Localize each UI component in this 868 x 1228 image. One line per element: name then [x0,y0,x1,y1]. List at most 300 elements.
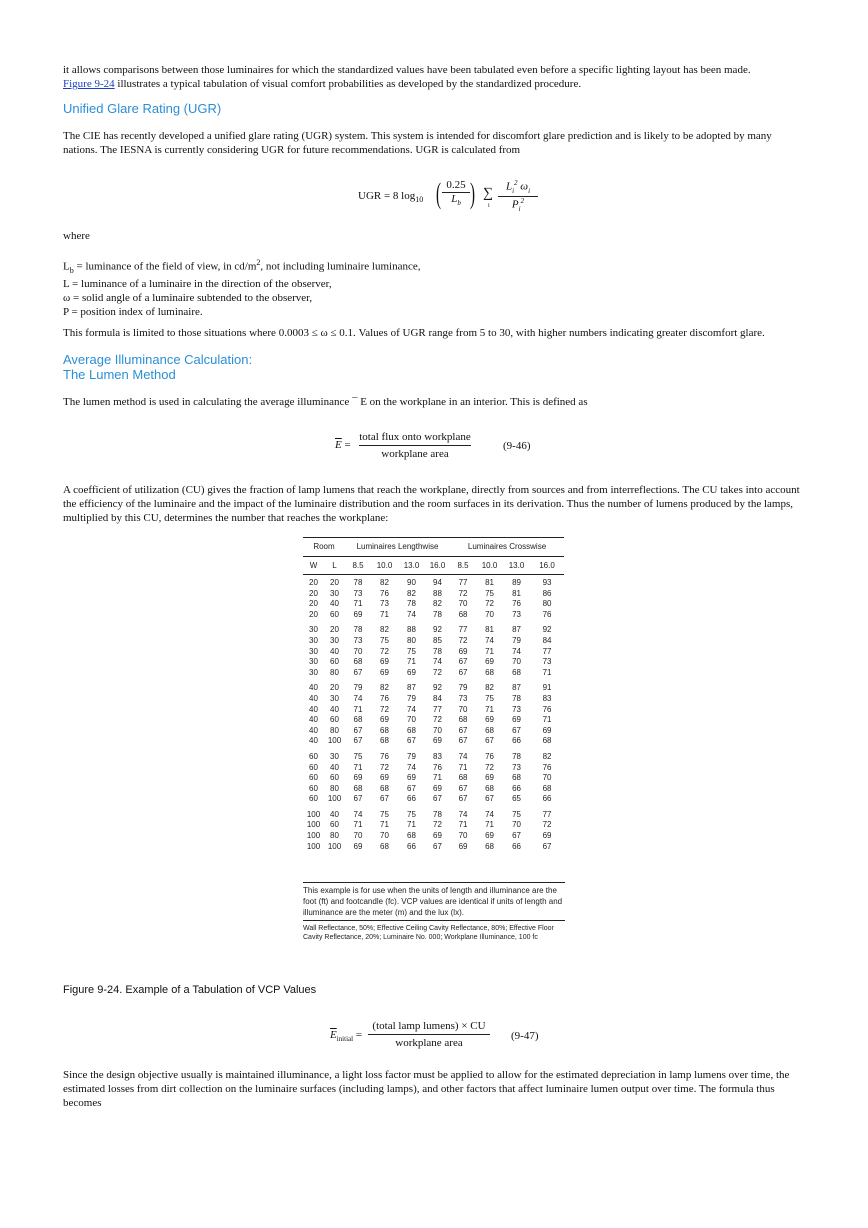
table-cell: 72 [542,820,552,830]
table-cell: 100 [306,831,321,841]
table-cell: 94 [433,578,442,587]
table-cell: 40 [309,693,318,703]
table-cell: 67 [512,831,521,841]
table-cell: 73 [512,704,521,714]
table-cell: 78 [512,693,521,703]
table-cell: 67 [458,657,468,667]
table-cell: 68 [380,783,389,793]
ugr-heading: Unified Glare Rating (UGR) [63,101,222,116]
table-cell: 76 [380,751,389,761]
equation-9-47: $\overline{E}_{initial}$ = (total lamp lumens) × CU workplane area (9-47) [330,1020,539,1049]
table-cell: 80 [330,725,339,735]
table-cell: 76 [380,588,389,598]
header-room: Room [303,538,345,557]
table-cell: 69 [407,667,416,677]
table-cell: 67 [458,783,468,793]
table-cell: 75 [512,809,521,819]
table-cell: 67 [458,736,468,746]
table-cell: 79 [353,683,363,693]
table-cell: 69 [353,773,363,783]
table-cell: 75 [380,809,389,819]
header-col: 8.5 [345,557,371,575]
table-cell: 30 [309,625,318,635]
table-cell: 82 [433,599,442,609]
table-cell: 100 [306,841,321,851]
table-row [303,599,564,610]
table-cell: 40 [330,599,339,609]
table-cell: 69 [542,831,552,841]
table-cell: 90 [407,578,416,587]
figure-caption: Figure 9-24. Example of a Tabulation of VCP Values [63,984,317,996]
table-cell: 79 [458,683,468,693]
table-cell: 74 [458,809,468,819]
table-cell: 40 [309,736,318,746]
table-cell: 79 [407,751,416,761]
table-cell: 82 [380,578,389,587]
table-cell: 66 [542,794,552,804]
table-cell: 78 [407,599,416,609]
table-cell: 70 [458,831,468,841]
table-cell: 67 [353,725,363,735]
table-cell: 30 [309,657,318,667]
table-cell: 86 [542,588,552,598]
table-row [303,784,564,795]
table-cell: 40 [330,762,339,772]
table-cell: 68 [458,715,468,725]
table-cell: 75 [380,635,389,645]
table-cell: 68 [485,783,494,793]
table-cell: 76 [512,599,521,609]
table-cell: 68 [542,736,552,746]
table-cell: 87 [512,625,521,635]
table-cell: 78 [353,625,363,635]
table-cell: 30 [330,693,339,703]
table-cell: 30 [330,588,339,598]
table-cell: 67 [407,783,416,793]
table-cell: 75 [485,693,494,703]
table-cell: 40 [330,704,339,714]
table-cell: 76 [433,762,442,772]
table-cell: 81 [512,588,521,598]
table-cell: 67 [458,794,468,804]
header-col: 10.0 [371,557,398,575]
table-cell: 68 [380,725,389,735]
table-cell: 69 [433,736,442,746]
table-cell: 75 [485,588,494,598]
table-cell: 67 [433,841,442,851]
table-cell: 30 [330,751,339,761]
table-cell: 68 [485,841,494,851]
header-col: 13.0 [503,557,530,575]
table-cell: 71 [458,820,468,830]
table-cell: 67 [353,736,363,746]
table-cell: 60 [330,773,339,783]
equation-number-9-46: (9-46) [503,440,531,452]
table-cell: 69 [512,715,521,725]
table-cell: 80 [330,667,339,677]
header-col: 8.5 [450,557,476,575]
header-l: L [324,557,345,575]
table-note-conditions: Wall Reflectance, 50%; Effective Ceiling Cavity Reflectance, 80%; Effective Floor Cavity Reflectance, 20%; Luminaire No. 000; Workplane Illuminance, 100 fc [303,920,565,942]
table-row [303,668,564,679]
table-cell: 67 [433,794,442,804]
table-cell: 78 [433,809,442,819]
table-cell: 69 [353,609,363,619]
lumen-paragraph: The lumen method is used in calculating the average illuminance ¯ E on the workplane in an interior. This is defined as [63,396,588,408]
table-cell: 40 [309,715,318,725]
table-cell: 69 [458,646,468,656]
table-cell: 72 [380,646,389,656]
table-cell: 68 [407,831,416,841]
table-cell: 70 [458,599,468,609]
table-cell: 82 [485,683,494,693]
table-cell: 67 [380,794,389,804]
table-cell: 70 [433,725,442,735]
table-cell: 84 [542,635,552,645]
table-cell: 68 [485,725,494,735]
table-cell: 87 [512,683,521,693]
table-cell: 66 [512,736,521,746]
table-cell: 71 [353,820,363,830]
table-cell: 77 [458,578,468,587]
table-cell: 40 [309,704,318,714]
table-cell: 72 [485,762,494,772]
table-cell: 78 [353,578,363,587]
table-note-units: This example is for use when the units of length and illuminance are the foot (ft) and footcandle (fc). VCP values are identical if units of length and illuminance are the meter (m) and the lux (lx). [303,882,565,918]
table-cell: 40 [330,646,339,656]
table-cell: 92 [433,625,442,635]
table-cell: 69 [433,783,442,793]
table-cell: 68 [512,773,521,783]
table-row [303,794,564,805]
table-cell: 77 [542,646,552,656]
table-cell: 100 [327,736,342,746]
cu-paragraph: A coefficient of utilization (CU) gives the fraction of lamp lumens that reach the workplane, directly from sources and from interreflections. The CU takes into account the efficiency of the luminaire and the impact of the luminaire distribution and the room surfaces in its derivation. Thus the number of lumens produced by the lamps, multiplied by this CU, determines the number that reaches the workplane: [63,484,800,524]
table-cell: 76 [542,704,552,714]
table-cell: 20 [330,625,339,635]
table-cell: 80 [330,783,339,793]
table-cell: 71 [353,599,363,609]
table-cell: 66 [407,794,416,804]
table-cell: 40 [330,809,339,819]
table-cell: 70 [485,609,494,619]
table-cell: 72 [433,715,442,725]
table-row [303,820,564,831]
table-cell: 72 [380,762,389,772]
table-cell: 71 [407,657,416,667]
table-cell: 74 [407,609,416,619]
intro-paragraph: it allows comparisons between those luminaires for which the standardized values have been tabulated even before a specific lighting layout has been made. Figure 9-24 illustrates a typical tabulation of visual comfort probabilities as developed by the standardized procedure. [63,64,751,90]
table-cell: 71 [485,820,494,830]
header-col: 13.0 [398,557,425,575]
table-cell: 76 [542,762,552,772]
table-cell: 92 [433,683,442,693]
equation-9-46: $\overline{E}$ = total flux onto workplane workplane area (9-46) [335,431,531,460]
table-cell: 81 [485,625,494,635]
table-cell: 20 [330,578,339,587]
table-cell: 89 [512,578,521,587]
table-cell: 73 [512,609,521,619]
table-cell: 30 [330,635,339,645]
table-cell: 80 [407,635,416,645]
table-cell: 71 [380,820,389,830]
table-cell: 81 [485,578,494,587]
table-cell: 77 [458,625,468,635]
table-cell: 80 [330,831,339,841]
table-cell: 60 [330,820,339,830]
ugr-definitions [63,256,805,319]
table-row [303,842,564,853]
table-cell: 68 [485,667,494,677]
table-cell: 40 [309,725,318,735]
table-cell: 67 [353,794,363,804]
ugr-equation: UGR = 8 $\log_{10}$ ( 0.25 $L_b$ ) ∑ i $L_i^2$ $\omega_i$ $P_i^2$ [358,176,558,216]
table-cell: 20 [309,599,318,609]
table-cell: 60 [330,609,339,619]
table-cell: 30 [309,667,318,677]
table-cell: 71 [485,646,494,656]
table-cell: 60 [309,794,318,804]
table-cell: 70 [458,704,468,714]
table-cell: 72 [485,599,494,609]
lumen-heading [63,352,252,382]
table-cell: 100 [327,794,342,804]
table-cell: 68 [380,736,389,746]
table-cell: 82 [380,625,389,635]
table-cell: 77 [542,809,552,819]
table-cell: 68 [542,783,552,793]
table-row [303,694,564,705]
table-cell: 70 [542,773,552,783]
table-row [303,736,564,747]
table-cell: 74 [485,635,494,645]
table-cell: 75 [407,809,416,819]
table-cell: 68 [380,841,389,851]
table-cell: 73 [458,693,468,703]
table-cell: 71 [407,820,416,830]
header-col: 10.0 [476,557,503,575]
ugr-limit-paragraph: This formula is limited to those situations where 0.0003 ≤ ω ≤ 0.1. Values of UGR range from 5 to 30, with higher numbers indicating greater discomfort glare. [63,327,765,339]
table-cell: 67 [485,794,494,804]
table-cell: 74 [407,704,416,714]
table-cell: 66 [512,841,521,851]
table-cell: 72 [433,667,442,677]
table-cell: 60 [309,783,318,793]
table-cell: 82 [407,588,416,598]
table-row [303,810,564,821]
table-cell: 83 [433,751,442,761]
table-cell: 74 [485,809,494,819]
table-row [303,610,564,621]
header-lengthwise: Luminaires Lengthwise [345,538,450,557]
table-cell: 100 [327,841,342,851]
table-cell: 74 [353,809,363,819]
def-p: P = position index of luminaire. [63,305,203,318]
table-cell: 73 [542,657,552,667]
table-cell: 60 [309,762,318,772]
table-cell: 69 [380,667,389,677]
table-cell: 74 [458,751,468,761]
table-row [303,647,564,658]
vcp-table [303,537,564,852]
figure-9-24-link[interactable]: Figure 9-24 [63,78,115,90]
table-cell: 79 [512,635,521,645]
ugr-paragraph: The CIE has recently developed a unified glare rating (UGR) system. This system is intended for discomfort glare prediction and is likely to be adopted by many nations. The IESNA is currently considering UGR for future recommendations. UGR is calculated from [63,130,772,156]
table-row [303,683,564,694]
table-cell: 92 [542,625,552,635]
table-cell: 71 [458,762,468,772]
def-lb: $L_b$ = luminance of the field of view, in $cd/m^2$, not including luminaire luminance, [63,258,421,275]
table-row [303,578,564,589]
table-row [303,831,564,842]
table-cell: 87 [407,683,416,693]
table-row [303,773,564,784]
table-cell: 73 [353,635,363,645]
table-cell: 66 [407,841,416,851]
table-cell: 78 [433,609,442,619]
table-cell: 69 [407,773,416,783]
table-cell: 78 [433,646,442,656]
where-label: where [63,230,90,242]
header-col: 16.0 [530,557,564,575]
table-row [303,705,564,716]
table-cell: 76 [485,751,494,761]
table-cell: 68 [458,609,468,619]
table-cell: 20 [309,578,318,587]
table-cell: 74 [433,657,442,667]
table-cell: 67 [485,736,494,746]
table-cell: 74 [512,646,521,656]
table-cell: 73 [380,599,389,609]
table-cell: 88 [433,588,442,598]
table-cell: 68 [353,715,363,725]
table-cell: 76 [380,693,389,703]
table-cell: 82 [380,683,389,693]
table-cell: 70 [353,646,363,656]
header-crosswise: Luminaires Crosswise [450,538,564,557]
table-cell: 68 [458,773,468,783]
table-cell: 100 [306,820,321,830]
table-cell: 84 [433,693,442,703]
table-cell: 67 [458,667,468,677]
table-cell: 72 [458,635,468,645]
lumen-heading-line2: The Lumen Method [63,367,176,382]
final-paragraph: Since the design objective usually is maintained illuminance, a light loss factor must be applied to allow for the estimated depreciation in lamp lumens over time, the estimated losses from dirt collection on the luminaire surfaces (including lamps), and other factors that affect luminaire lumen output over time. The formula thus becomes [63,1069,790,1109]
table-row [303,657,564,668]
def-l: L = luminance of a luminaire in the direction of the observer, [63,277,332,290]
table-cell: 76 [542,609,552,619]
table-cell: 68 [512,667,521,677]
table-cell: 68 [407,725,416,735]
table-cell: 72 [380,704,389,714]
equation-number-9-47: (9-47) [511,1030,539,1042]
table-cell: 67 [407,736,416,746]
table-cell: 70 [512,657,521,667]
table-cell: 70 [512,820,521,830]
table-cell: 60 [330,715,339,725]
table-cell: 69 [485,773,494,783]
table-cell: 88 [407,625,416,635]
table-cell: 72 [433,820,442,830]
table-cell: 73 [353,588,363,598]
table-cell: 20 [330,683,339,693]
table-cell: 70 [380,831,389,841]
table-cell: 30 [309,646,318,656]
table-row [303,625,564,636]
table-cell: 30 [309,635,318,645]
table-cell: 93 [542,578,552,587]
table-cell: 100 [306,809,321,819]
def-omega: ω = solid angle of a luminaire subtended to the observer, [63,291,313,304]
header-col: 16.0 [425,557,450,575]
table-cell: 71 [353,704,363,714]
table-cell: 71 [433,773,442,783]
table-cell: 40 [309,683,318,693]
table-cell: 69 [485,657,494,667]
table-cell: 82 [542,751,552,761]
table-cell: 69 [485,831,494,841]
table-cell: 85 [433,635,442,645]
table-cell: 66 [512,783,521,793]
table-cell: 67 [353,667,363,677]
table-cell: 70 [407,715,416,725]
table-row [303,715,564,726]
table-row [303,589,564,600]
table-cell: 80 [542,599,552,609]
lumen-heading-line1: Average Illuminance Calculation: [63,352,253,367]
table-row [303,763,564,774]
table-cell: 60 [309,773,318,783]
table-cell: 67 [512,725,521,735]
table-cell: 74 [353,693,363,703]
table-cell: 69 [353,841,363,851]
table-cell: 60 [330,657,339,667]
table-cell: 75 [353,751,363,761]
table-cell: 69 [485,715,494,725]
table-cell: 73 [512,762,521,772]
table-cell: 71 [542,667,552,677]
table-cell: 74 [407,762,416,772]
table-cell: 65 [512,794,521,804]
table-cell: 71 [542,715,552,725]
table-row [303,726,564,737]
table-cell: 77 [433,704,442,714]
table-cell: 67 [542,841,552,851]
table-cell: 71 [485,704,494,714]
table-row [303,752,564,763]
table-cell: 69 [542,725,552,735]
table-cell: 71 [380,609,389,619]
table-cell: 71 [353,762,363,772]
table-cell: 70 [353,831,363,841]
table-cell: 67 [458,725,468,735]
header-w: W [303,557,324,575]
table-cell: 60 [309,751,318,761]
table-cell: 20 [309,588,318,598]
table-cell: 20 [309,609,318,619]
table-row [303,636,564,647]
table-cell: 69 [380,715,389,725]
table-cell: 69 [458,841,468,851]
table-cell: 91 [542,683,552,693]
table-cell: 69 [380,657,389,667]
table-cell: 69 [380,773,389,783]
table-cell: 68 [353,657,363,667]
table-cell: 79 [407,693,416,703]
table-cell: 72 [458,588,468,598]
table-cell: 75 [407,646,416,656]
table-cell: 78 [512,751,521,761]
